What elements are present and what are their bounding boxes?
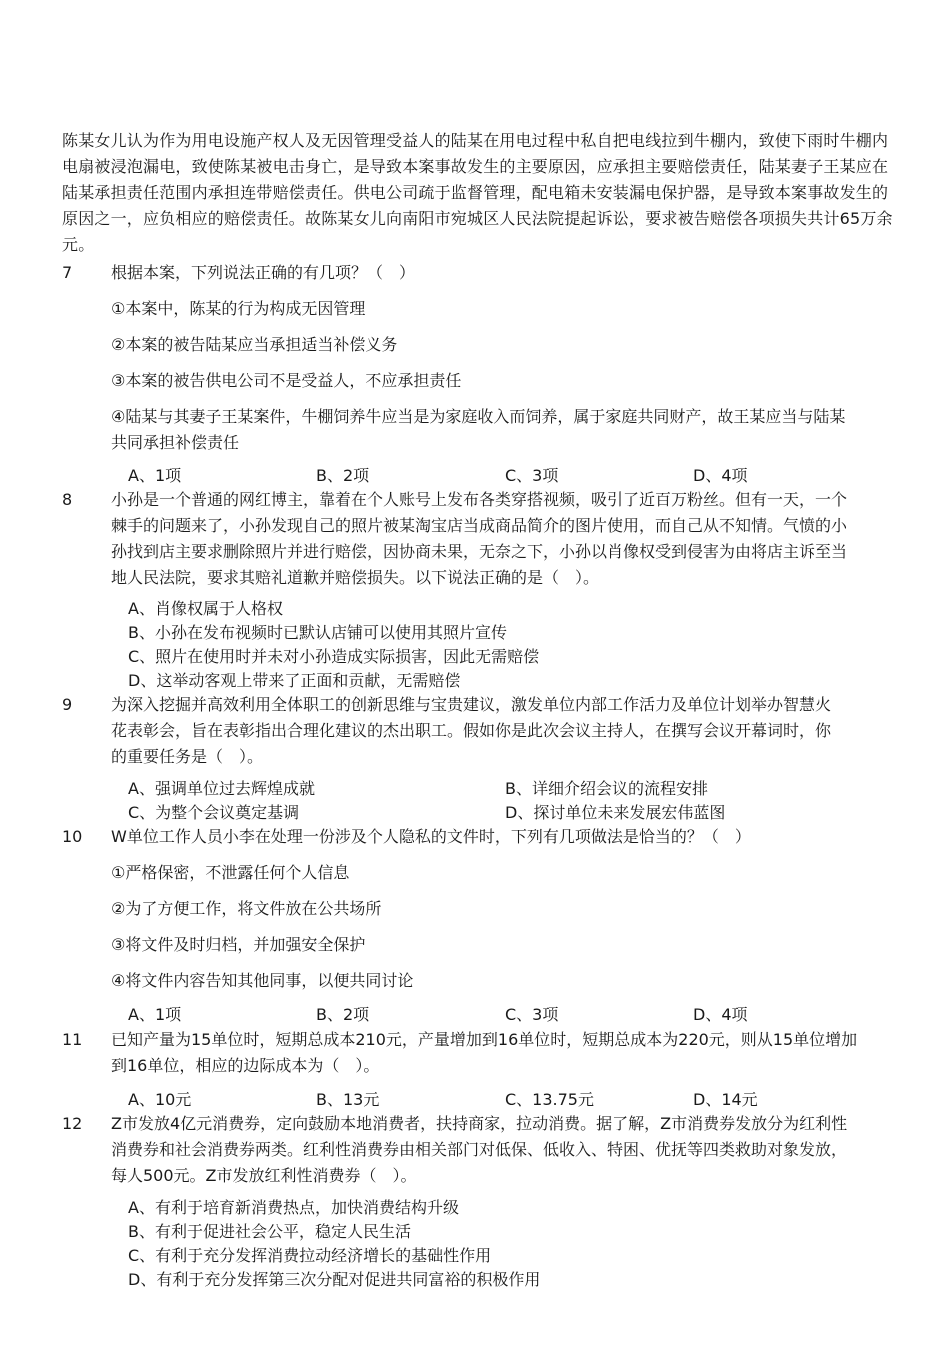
- statement-item: ①严格保密，不泄露任何个人信息: [111, 863, 350, 882]
- question-number: 10: [62, 827, 83, 846]
- option-c[interactable]: C、3项: [505, 466, 559, 485]
- question-text: 小孙是一个普通的网红博主，靠着在个人账号上发布各类穿搭视频，吸引了近百万粉丝。但有一天，一个棘手的问题来了，小孙发现自己的照片被某淘宝店当成商品简介的图片使用，而自己从不知情。气愤的小孙找到店主要求删除照片并进行赔偿，因协商未果，无奈之下，小孙以肖像权受到侵害为由将店主诉至当地人民法院，要求其赔礼道歉并赔偿损失。以下说法正确的是（ ）。: [111, 490, 848, 587]
- option-b[interactable]: B、13元: [316, 1090, 380, 1109]
- question-text: Z市发放4亿元消费券，定向鼓励本地消费者，扶持商家，拉动消费。据了解，Z市消费券发放分为红利性消费券和社会消费券两类。红利性消费券由相关部门对低保、低收入、特困、优抚等四类救助对象发放，每人500元。Z市发放红利性消费券（ ）。: [111, 1114, 848, 1185]
- option-a[interactable]: A、1项: [128, 1005, 182, 1024]
- option-d[interactable]: D、4项: [693, 466, 748, 485]
- question-number: 7: [62, 263, 73, 282]
- option-b[interactable]: B、详细介绍会议的流程安排: [505, 779, 708, 798]
- statement-item: ②为了方便工作，将文件放在公共场所: [111, 899, 382, 918]
- question-number: 9: [62, 695, 73, 714]
- option-a[interactable]: A、强调单位过去辉煌成就: [128, 779, 315, 798]
- option-c[interactable]: C、3项: [505, 1005, 559, 1024]
- question-number: 8: [62, 490, 73, 509]
- option-d[interactable]: D、有利于充分发挥第三次分配对促进共同富裕的积极作用: [128, 1270, 541, 1289]
- option-a[interactable]: A、有利于培育新消费热点，加快消费结构升级: [128, 1198, 459, 1217]
- statement-item: ④陆某与其妻子王某案件，牛棚饲养牛应当是为家庭收入而饲养，属于家庭共同财产，故王某应当与陆某共同承担补偿责任: [111, 407, 846, 452]
- option-a[interactable]: A、10元: [128, 1090, 192, 1109]
- statement-item: ④将文件内容告知其他同事，以便共同讨论: [111, 971, 414, 990]
- option-c[interactable]: C、为整个会议奠定基调: [128, 803, 300, 822]
- option-c[interactable]: C、有利于充分发挥消费拉动经济增长的基础性作用: [128, 1246, 492, 1265]
- question-text: 根据本案，下列说法正确的有几项？（ ）: [111, 263, 416, 282]
- option-c[interactable]: C、13.75元: [505, 1090, 594, 1109]
- option-d[interactable]: D、4项: [693, 1005, 748, 1024]
- option-b[interactable]: B、2项: [316, 466, 370, 485]
- question-text: 已知产量为15单位时，短期总成本210元，产量增加到16单位时，短期总成本为220元，则从15单位增加到16单位，相应的边际成本为（ ）。: [111, 1030, 858, 1075]
- question-number: 12: [62, 1114, 83, 1133]
- option-d[interactable]: D、14元: [693, 1090, 758, 1109]
- option-b[interactable]: B、小孙在发布视频时已默认店铺可以使用其照片宣传: [128, 623, 507, 642]
- statement-item: ①本案中，陈某的行为构成无因管理: [111, 299, 366, 318]
- statement-item: ③将文件及时归档，并加强安全保护: [111, 935, 366, 954]
- question-text: 为深入挖掘并高效利用全体职工的创新思维与宝贵建议，激发单位内部工作活力及单位计划举办智慧火花表彰会，旨在表彰指出合理化建议的杰出职工。假如你是此次会议主持人，在撰写会议开幕词时，你的重要任务是（ ）。: [111, 695, 832, 766]
- option-b[interactable]: B、2项: [316, 1005, 370, 1024]
- question-text: W单位工作人员小李在处理一份涉及个人隐私的文件时，下列有几项做法是恰当的？（ ）: [111, 827, 751, 846]
- option-a[interactable]: A、1项: [128, 466, 182, 485]
- option-c[interactable]: C、照片在使用时并未对小孙造成实际损害，因此无需赔偿: [128, 647, 540, 666]
- question-number: 11: [62, 1030, 83, 1049]
- option-d[interactable]: D、这举动客观上带来了正面和贡献，无需赔偿: [128, 671, 461, 690]
- statement-item: ③本案的被告供电公司不是受益人，不应承担责任: [111, 371, 462, 390]
- option-b[interactable]: B、有利于促进社会公平，稳定人民生活: [128, 1222, 411, 1241]
- option-d[interactable]: D、探讨单位未来发展宏伟蓝图: [505, 803, 726, 822]
- option-a[interactable]: A、肖像权属于人格权: [128, 599, 283, 618]
- case-paragraph: 陈某女儿认为作为用电设施产权人及无因管理受益人的陆某在用电过程中私自把电线拉到牛棚内，致使下雨时牛棚内电扇被浸泡漏电，致使陈某被电击身亡，是导致本案事故发生的主要原因，应承担主要赔偿责任，陆某妻子王某应在陆某承担责任范围内承担连带赔偿责任。供电公司疏于监督管理，配电箱未安装漏电保护器，是导致本案事故发生的原因之一，应负相应的赔偿责任。故陈某女儿向南阳市宛城区人民法院提起诉讼，要求被告赔偿各项损失共计65万余元。: [62, 131, 893, 254]
- statement-item: ②本案的被告陆某应当承担适当补偿义务: [111, 335, 398, 354]
